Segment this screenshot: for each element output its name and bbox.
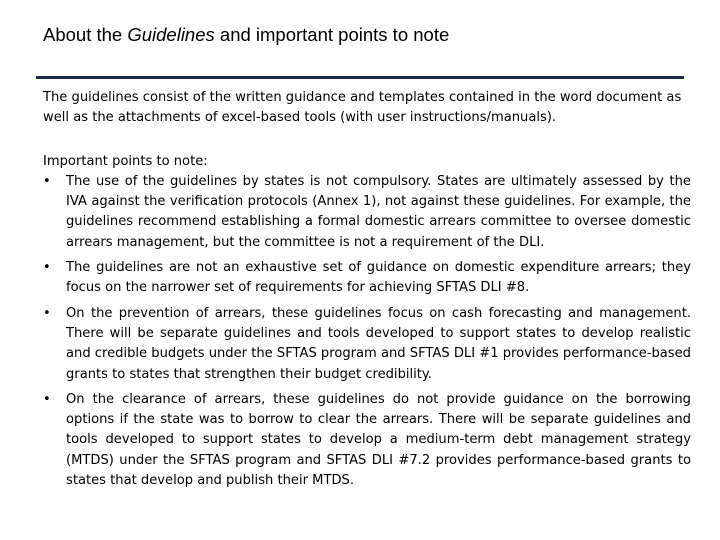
- intro-paragraph: The guidelines consist of the written guidance and templates contained in the word document as well as the attachments of excel-based tools (with user instructions/manuals).: [43, 90, 682, 126]
- slide-body: [43, 88, 691, 491]
- list-item-text: On the prevention of arrears, these guidelines focus on cash forecasting and management. There will be separate guidelines and tools developed to support states to develop realistic and credible budgets under the SFTAS program and SFTAS DLI #1 provides performance-based grants to states that strengthen their budget credibility.: [66, 305, 691, 382]
- list-item-text: The use of the guidelines by states is not compulsory. States are ultimately assessed by the IVA against the verification protocols (Annex 1), not against these guidelines. For example, the guidelines recommend establishing a formal domestic arrears committee to oversee domestic arrears management, but the committee is not a requirement of the DLI.: [66, 173, 691, 250]
- title-prefix: About the: [43, 24, 128, 45]
- slide-title: [43, 22, 449, 48]
- bullet-icon: •: [43, 391, 51, 407]
- title-suffix: and important points to note: [214, 24, 450, 45]
- list-item: [43, 172, 691, 253]
- points-heading: Important points to note:: [43, 153, 208, 169]
- points-list: [43, 172, 691, 491]
- bullet-icon: •: [43, 173, 51, 189]
- bullet-icon: •: [43, 260, 51, 276]
- list-item-text: The guidelines are not an exhaustive set of guidance on domestic expenditure arrears; they focus on the narrower set of requirements for achieving SFTAS DLI #8.: [66, 260, 691, 296]
- list-item: [43, 304, 691, 385]
- bullet-icon: •: [43, 305, 51, 321]
- title-divider: [36, 76, 684, 79]
- list-item-text: On the clearance of arrears, these guidelines do not provide guidance on the borrowing options if the state was to borrow to clear the arrears. There will be separate guidelines and tools developed to support states to develop a medium-term debt management strategy (MTDS) under the SFTAS program and SFTAS DLI #7.2 provides performance-based grants to states that develop and publish their MTDS.: [66, 391, 691, 489]
- list-item: [43, 258, 691, 299]
- title-emphasis: Guidelines: [127, 24, 215, 45]
- list-item: [43, 390, 691, 491]
